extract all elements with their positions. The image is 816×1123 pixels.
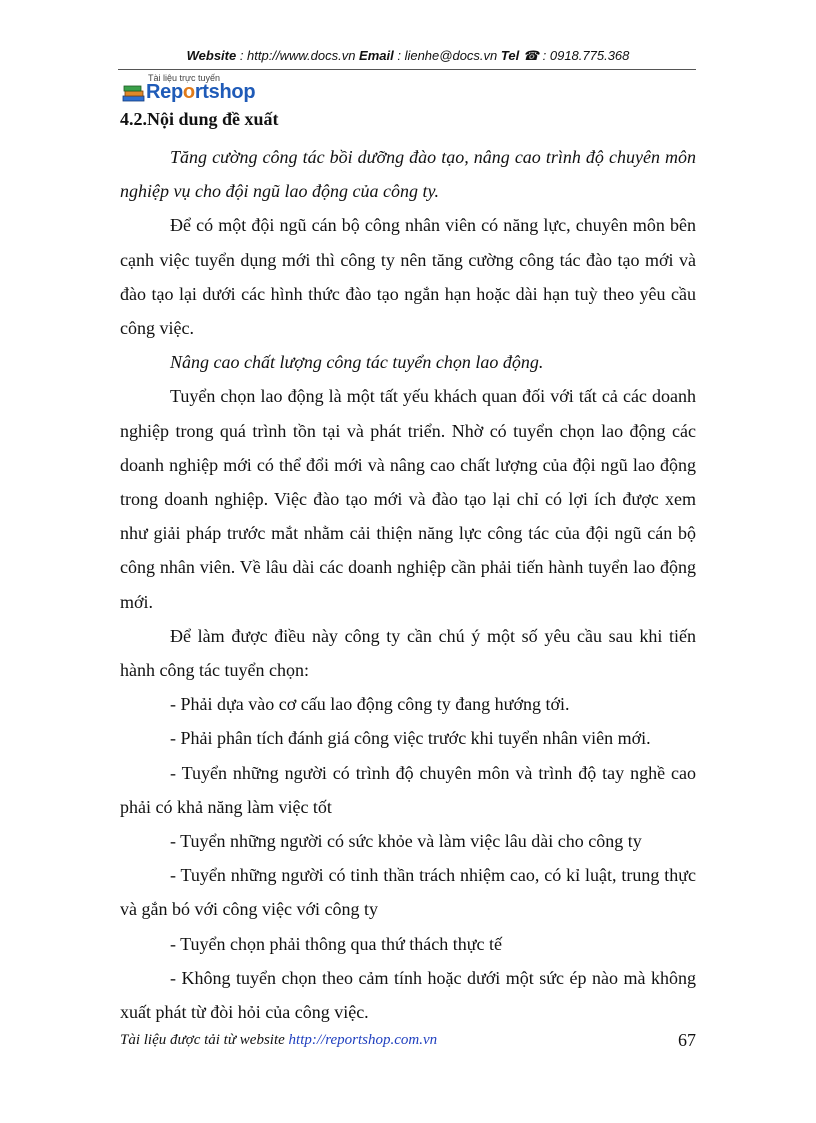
- logo-tagline: Tài liệu trực tuyến: [148, 73, 221, 83]
- logo-wordmark: [146, 81, 255, 104]
- paragraph: Để có một đội ngũ cán bộ công nhân viên có năng lực, chuyên môn bên cạnh việc tuyển dụng mới thì công ty nên tăng cường công tác đào tạo mới và đào tạo lại dưới các hình thức đào tạo ngắn hạn hoặc dài hạn tuỳ theo yêu cầu công việc.: [120, 215, 696, 339]
- logo-part-1: Rep: [146, 81, 183, 103]
- paragraph: Để làm được điều này công ty cần chú ý một số yêu cầu sau khi tiến hành công tác tuyển chọn:: [120, 625, 696, 681]
- phone-icon: ☎: [522, 48, 540, 63]
- list-item: - Phải dựa vào cơ cấu lao động công ty đang hướng tới.: [170, 694, 570, 715]
- footer-note: [120, 1032, 437, 1049]
- paragraph: Tuyển chọn lao động là một tất yếu khách quan đối với tất cả các doanh nghiệp trong quá trình tồn tại và phát triển. Nhờ có tuyển chọn lao động các doanh nghiệp mới có thể đổi mới và nâng cao chất lượng của đội ngũ lao động trong doanh nghiệp. Việc đào tạo mới và đào tạo lại chỉ có lợi ích được xem như giải pháp trước mắt nhằm cải thiện năng lực công tác của đội ngũ cán bộ công nhân viên. Về lâu dài các doanh nghiệp cần phải tiến hành tuyển lao động mới.: [120, 386, 696, 612]
- header-divider: [118, 69, 696, 70]
- books-icon: [122, 85, 146, 103]
- reportshop-logo: [122, 73, 282, 107]
- website-label: Website: [186, 48, 237, 63]
- main-content: [120, 106, 696, 1029]
- tel-value: : 0918.775.368: [539, 48, 630, 63]
- list-item: - Tuyển những người có tinh thần trách nhiệm cao, có kỉ luật, trung thực và gắn bó với công việc với công ty: [120, 865, 696, 920]
- footer-note-text: Tài liệu được tải từ website: [120, 1032, 289, 1048]
- email-value: : lienhe@docs.vn: [393, 48, 501, 63]
- tel-label: Tel: [500, 48, 520, 63]
- list-item: - Tuyển những người có sức khỏe và làm việc lâu dài cho công ty: [170, 831, 642, 852]
- list-item: - Tuyển chọn phải thông qua thứ thách thực tế: [170, 933, 502, 954]
- paragraph: Tăng cường công tác bồi dưỡng đào tạo, nâng cao trình độ chuyên môn nghiệp vụ cho đội ngũ lao động của công ty.: [120, 147, 696, 202]
- paragraph: Nâng cao chất lượng công tác tuyển chọn lao động.: [170, 352, 544, 373]
- page-number: 67: [678, 1030, 696, 1050]
- logo-part-2: o: [182, 81, 195, 103]
- footer-link[interactable]: http://reportshop.com.vn: [288, 1032, 438, 1048]
- logo-part-3: rtshop: [194, 81, 256, 103]
- page-footer: [120, 1030, 696, 1054]
- website-value: : http://www.docs.vn: [236, 48, 360, 63]
- page-header: [0, 48, 816, 64]
- list-item: - Không tuyển chọn theo cảm tính hoặc dưới một sức ép nào mà không xuất phát từ đòi hỏi của công việc.: [120, 967, 696, 1023]
- list-item: - Phải phân tích đánh giá công việc trước khi tuyển nhân viên mới.: [170, 728, 651, 749]
- list-item: - Tuyển những người có trình độ chuyên môn và trình độ tay nghề cao phải có khả năng làm việc tốt: [120, 762, 696, 817]
- email-label: Email: [359, 48, 394, 63]
- section-title: 4.2.Nội dung đề xuất: [120, 109, 279, 129]
